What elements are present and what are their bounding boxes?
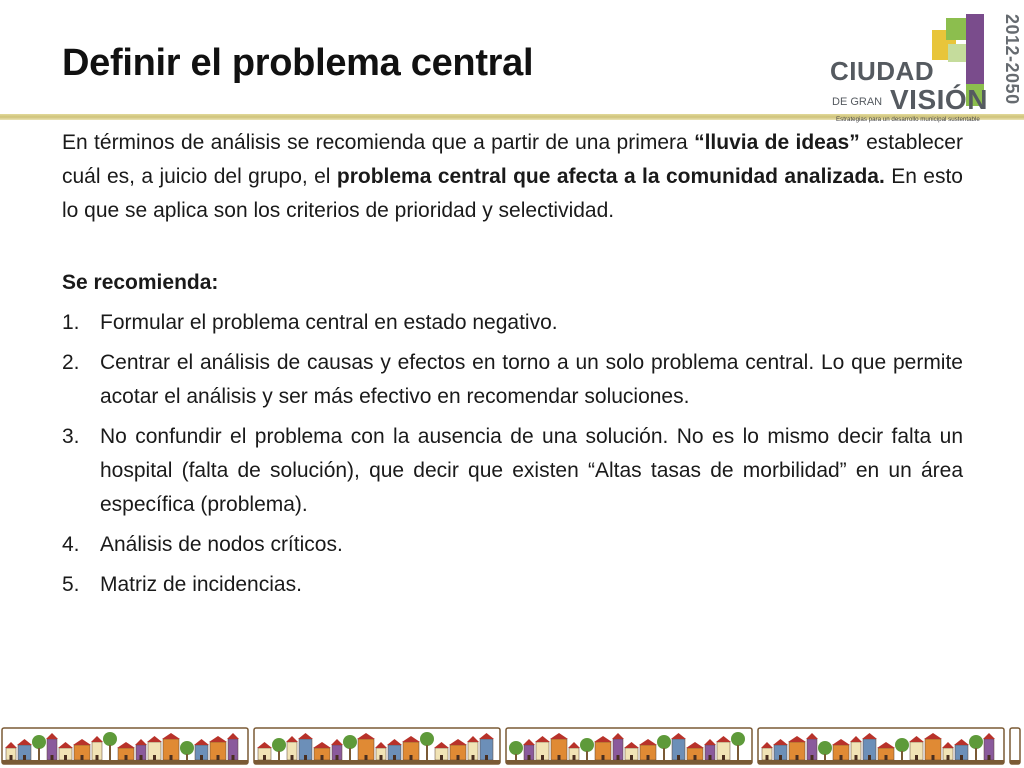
logo-ciudad-text: CIUDAD [830, 56, 935, 86]
logo-light-green-square [948, 44, 966, 62]
slide-title: Definir el problema central [62, 42, 534, 84]
list-number: 3. [62, 425, 80, 448]
logo-years: 2012-2050 [1002, 14, 1022, 105]
intro-bold-1: “lluvia de ideas” [694, 131, 860, 154]
list-number: 2. [62, 351, 80, 374]
intro-text-2: establecer cuál es, a juicio del grupo, el [62, 131, 963, 188]
recommendations-list [62, 306, 963, 602]
logo-green-square [946, 18, 966, 40]
recommendations-heading: Se recomienda: [62, 271, 219, 294]
list-item [62, 346, 963, 414]
intro-paragraph [62, 126, 963, 228]
logo-vision-text: VISIÓN [890, 84, 988, 115]
intro-text-3: En esto lo que se aplica son los criterios de prioridad y selectividad. [62, 165, 963, 222]
slide-body [62, 126, 963, 608]
village-houses-border-icon [0, 720, 1024, 768]
list-text: Análisis de nodos críticos. [100, 533, 343, 556]
list-item [62, 420, 963, 522]
list-text: Formular el problema central en estado negativo. [100, 311, 558, 334]
list-number: 4. [62, 533, 80, 556]
list-text: No confundir el problema con la ausencia de una solución. No es lo mismo decir falta un hospital (falta de solución), que decir que existen “Altas tasas de morbilidad” en un área específica (problema). [100, 425, 963, 516]
intro-bold-2: problema central que afecta a la comunidad analizada. [336, 165, 885, 188]
intro-text-1: En términos de análisis se recomienda que a partir de una primera [62, 131, 695, 154]
logo-tagline: Estrategias para un desarrollo municipal sustentable [836, 116, 980, 123]
list-text: Centrar el análisis de causas y efectos en torno a un solo problema central. Lo que permite acotar el análisis y ser más efectivo en recomendar soluciones. [100, 351, 963, 408]
list-number: 5. [62, 573, 80, 596]
logo-de-gran-text: DE GRAN [832, 96, 883, 108]
list-item [62, 568, 963, 602]
ciudad-vision-logo [826, 8, 1020, 128]
list-item [62, 528, 963, 562]
list-text: Matriz de incidencias. [100, 573, 302, 596]
list-item [62, 306, 963, 340]
list-number: 1. [62, 311, 80, 334]
logo-purple-bar [966, 14, 984, 84]
